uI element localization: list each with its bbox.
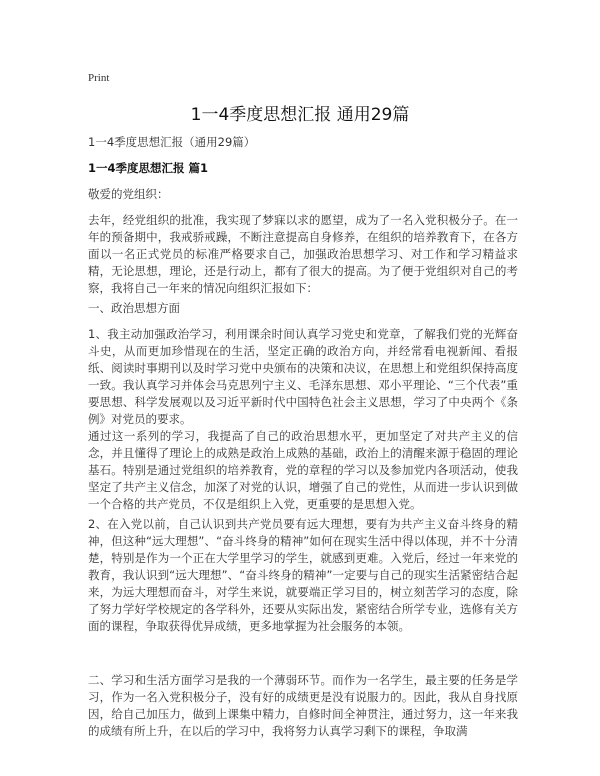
document-subtitle: 1一4季度思想汇报（通用29篇） xyxy=(88,135,256,149)
paragraph-intro: 去年，经党组织的批准，我实现了梦寐以求的愿望，成为了一名入党积极分子。在一年的预备期中，我戒骄戒躁，不断注意提高自身修养，在组织的培养教育下，在各方面以一名正式党员的标准严格要求自己，加强政治思想学习、对工作和学习精益求精，无论思想，理论，还是行动上，都有了很大的提高。为了便于党组织对自己的考察，我将自己一年来的情况向组织汇报如下： xyxy=(88,213,518,295)
document-title: 1一4季度思想汇报 通用29篇 xyxy=(190,105,410,125)
paragraph-study-life: 二、学习和生活方面学习是我的一个薄弱环节。而作为一名学生，最主要的任务是学习，作为一名入党积极分子，没有好的成绩更是没有说服力的。因此，我从自身找原因，给自己加压力，做到上课集中精力，自修时间全神贯注，通过努力，这一年来我的成绩有所上升，在以后的学习中，我将努力认真学习剩下的课程，争取满 xyxy=(88,673,518,738)
heading-political: 一、政治思想方面 xyxy=(88,301,180,315)
section-heading: 1一4季度思想汇报 篇1 xyxy=(88,161,209,175)
paragraph-study: 1、我主动加强政治学习，利用课余时间认真学习党史和党章，了解我们党的光辉奋斗史，从而更加珍惜现在的生活，坚定正确的政治方向，并经常看电视新闻、看报纸、阅读时事期刊以及时学习党中央颁布的决策和决议，在思想上和党组织保持高度一致。我认真学习并体会马克思列宁主义、毛泽东思想、邓小平理论、“三个代表”重要思想、科学发展观以及习近平新时代中国特色社会主义思想，学习了中央两个《条例》对党员的要求。 xyxy=(88,327,518,426)
paragraph-result: 通过这一系列的学习，我提高了自己的政治思想水平，更加坚定了对共产主义的信念，并且懂得了理论上的成熟是政治上成熟的基础，政治上的清醒来源于稳固的理论基石。特别是通过党组织的培养教育，党的章程的学习以及参加党内各项活动，使我坚定了共产主义信念，加深了对党的认识，增强了自己的党性，从而进一步认识到做一个合格的共产党员，不仅是组织上入党，更重要的是思想入党。 xyxy=(88,429,518,511)
paragraph-ideal: 2、在入党以前，自己认识到共产党员要有远大理想，要有为共产主义奋斗终身的精神，但这种“远大理想”、“奋斗终身的精神”如何在现实生活中得以体现，并不十分清楚，特别是作为一个正在大学里学习的学生，就感到更难。入党后，经过一年来党的教育，我认识到“远大理想”、“奋斗终身的精神”一定要与自己的现实生活紧密结合起来，为远大理想而奋斗，对学生来说，就要端正学习目的，树立刻苦学习的态度，除了努力学好学校规定的各学科外，还要从实际出发，紧密结合所学专业，选修有关方面的课程，争取获得优异成绩，更多地掌握为社会服务的本领。 xyxy=(88,517,518,633)
salutation: 敬爱的党组织： xyxy=(88,187,169,201)
print-label: Print xyxy=(88,72,110,84)
